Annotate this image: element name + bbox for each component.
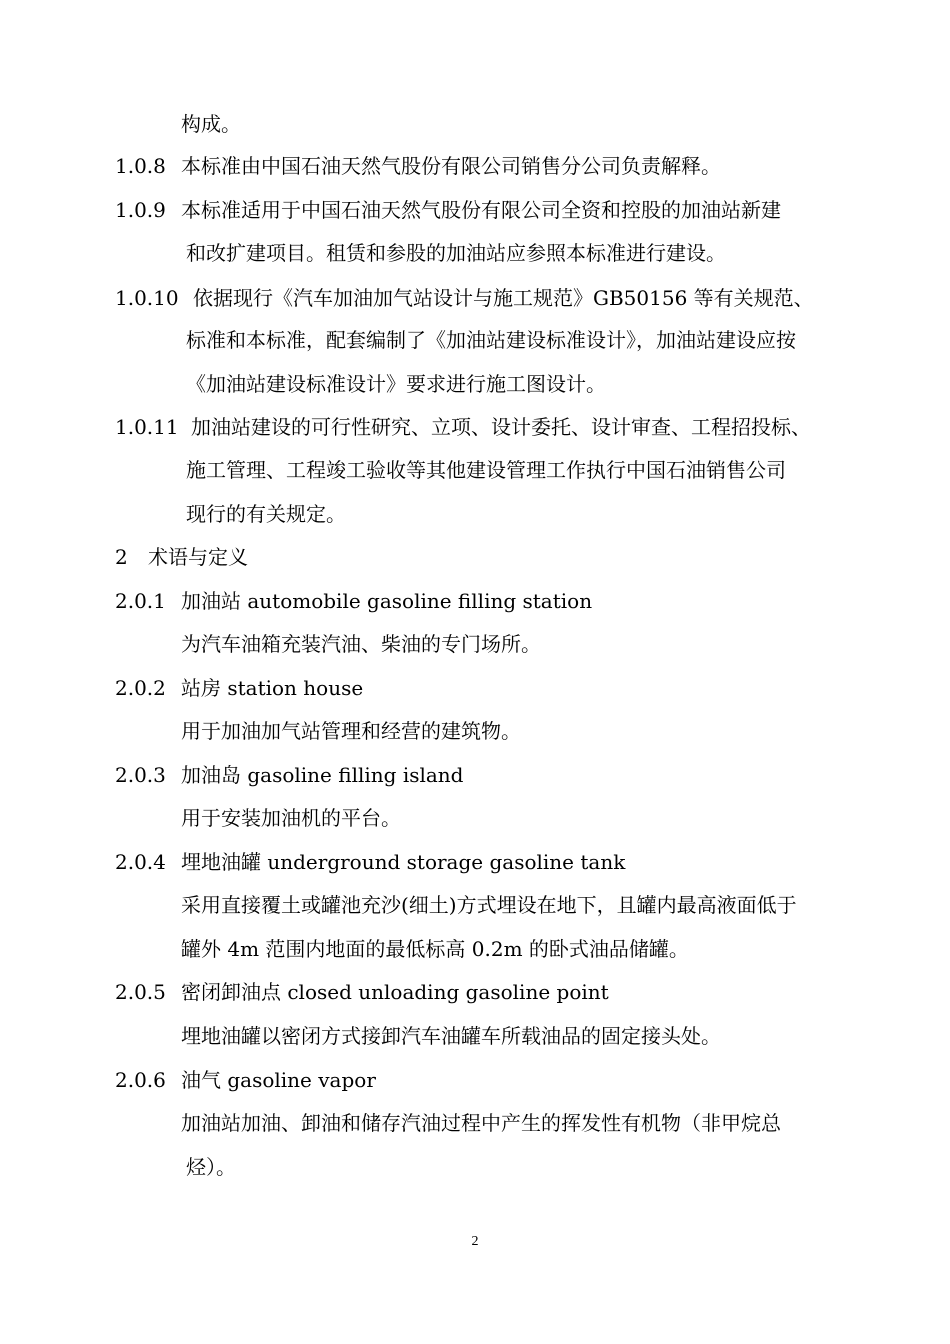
clause-text: 本标准适用于中国石油天然气股份有限公司全资和控股的加油站新建 — [181, 198, 781, 222]
term-title: 油气 gasoline vapor — [181, 1068, 376, 1092]
definition-line: 埋地油罐以密闭方式接卸汽车油罐车所载油品的固定接头处。 — [181, 1024, 721, 1048]
term-title: 埋地油罐 underground storage gasoline tank — [181, 850, 626, 874]
term-number: 2.0.6 — [115, 1068, 166, 1092]
definition-line: 烃）。 — [186, 1155, 236, 1179]
clause-number: 1.0.8 — [115, 154, 166, 178]
clause-number: 1.0.10 — [115, 286, 179, 310]
definition-line: 罐外 4m 范围内地面的最低标高 0.2m 的卧式油品储罐。 — [181, 937, 689, 961]
page-number: 2 — [471, 1234, 479, 1249]
term-title: 站房 station house — [181, 676, 364, 700]
section-title: 术语与定义 — [148, 545, 248, 569]
text-line: 施工管理、工程竣工验收等其他建设管理工作执行中国石油销售公司 — [186, 458, 786, 482]
text-line: 和改扩建项目。租赁和参股的加油站应参照本标准进行建设。 — [186, 241, 726, 265]
text-line: 现行的有关规定。 — [186, 502, 346, 526]
term-number: 2.0.2 — [115, 676, 166, 700]
definition-line: 为汽车油箱充装汽油、柴油的专门场所。 — [181, 632, 541, 656]
term-number: 2.0.3 — [115, 763, 166, 787]
clause-text: 加油站建设的可行性研究、立项、设计委托、设计审查、工程招投标、 — [191, 415, 811, 439]
term-title: 加油岛 gasoline filling island — [181, 763, 464, 787]
term-title: 加油站 automobile gasoline filling station — [181, 589, 593, 613]
clause-text: 依据现行《汽车加油加气站设计与施工规范》GB50156 等有关规范、 — [193, 286, 814, 310]
clause-text: 本标准由中国石油天然气股份有限公司销售分公司负责解释。 — [181, 154, 721, 178]
term-title: 密闭卸油点 closed unloading gasoline point — [181, 980, 609, 1004]
clause-number: 1.0.9 — [115, 198, 166, 222]
text-line: 标准和本标准，配套编制了《加油站建设标准设计》，加油站建设应按 — [186, 328, 796, 352]
definition-line: 用于安装加油机的平台。 — [181, 806, 401, 830]
definition-line: 采用直接覆土或罐池充沙(细土)方式埋设在地下，且罐内最高液面低于 — [181, 893, 797, 917]
term-number: 2.0.5 — [115, 980, 166, 1004]
term-number: 2.0.1 — [115, 589, 166, 613]
definition-line: 用于加油加气站管理和经营的建筑物。 — [181, 719, 521, 743]
clause-number: 1.0.11 — [115, 415, 179, 439]
text-line: 构成。 — [181, 112, 241, 136]
section-number: 2 — [115, 545, 128, 569]
term-number: 2.0.4 — [115, 850, 166, 874]
text-line: 《加油站建设标准设计》要求进行施工图设计。 — [186, 372, 606, 396]
definition-line: 加油站加油、卸油和储存汽油过程中产生的挥发性有机物（非甲烷总 — [181, 1111, 781, 1135]
